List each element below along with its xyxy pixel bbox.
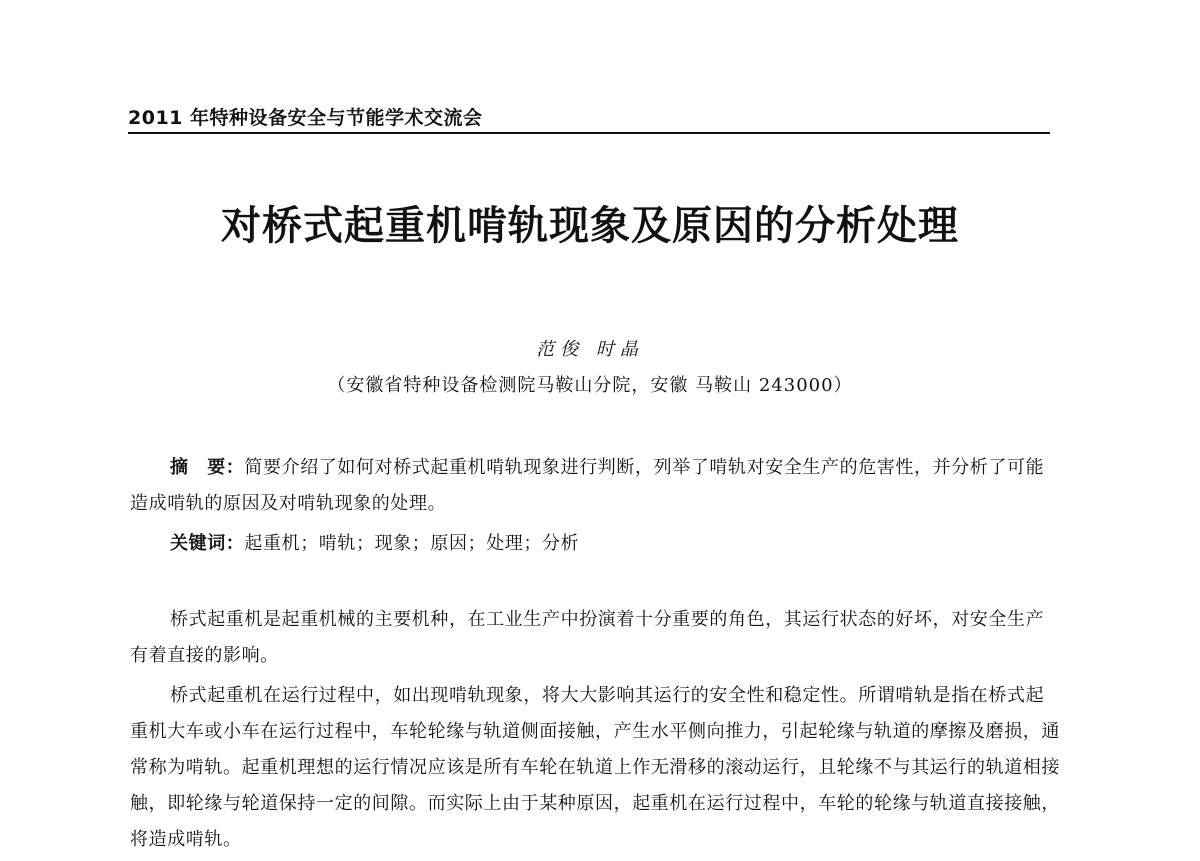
body-paragraph-1: 桥式起重机是起重机械的主要机种，在工业生产中扮演着十分重要的角色，其运行状态的好坏，对安全生产有着直接的影响。 (130, 609, 1045, 666)
running-header-title: 2011 年特种设备安全与节能学术交流会 (128, 107, 483, 129)
keywords-paragraph (130, 526, 1060, 562)
paper-title: 对桥式起重机啃轨现象及原因的分析处理 (221, 203, 959, 249)
abstract-label: 摘 要： (170, 457, 245, 478)
running-header (128, 106, 1050, 134)
body-paragraph-2: 桥式起重机在运行过程中，如出现啃轨现象，将大大影响其运行的安全性和稳定性。所谓啃轨是指在桥式起重机大车或小车在运行过程中，车轮轮缘与轨道侧面接触，产生水平侧向推力，引起轮缘与轨道的摩擦及磨损，通常称为啃轨。起重机理想的运行情况应该是所有车轮在轨道上作无滑移的滚动运行，且轮缘不与其运行的轨道相接触，即轮缘与轮道保持一定的间隙。而实际上由于某种原因，起重机在运行过程中，车轮的轮缘与轨道直接接触，将造成啃轨。 (130, 685, 1060, 850)
keywords-label: 关键词： (170, 533, 245, 554)
paper-authors: 范俊 时晶 (536, 339, 644, 360)
keywords-text: 起重机；啃轨；现象；原因；处理；分析 (244, 533, 580, 554)
abstract-paragraph (130, 450, 1060, 522)
paper-affiliation: （安徽省特种设备检测院马鞍山分院，安徽 马鞍山 243000） (327, 375, 853, 396)
abstract-text: 简要介绍了如何对桥式起重机啃轨现象进行判断，列举了啃轨对安全生产的危害性，并分析了可能造成啃轨的原因及对啃轨现象的处理。 (130, 457, 1045, 514)
